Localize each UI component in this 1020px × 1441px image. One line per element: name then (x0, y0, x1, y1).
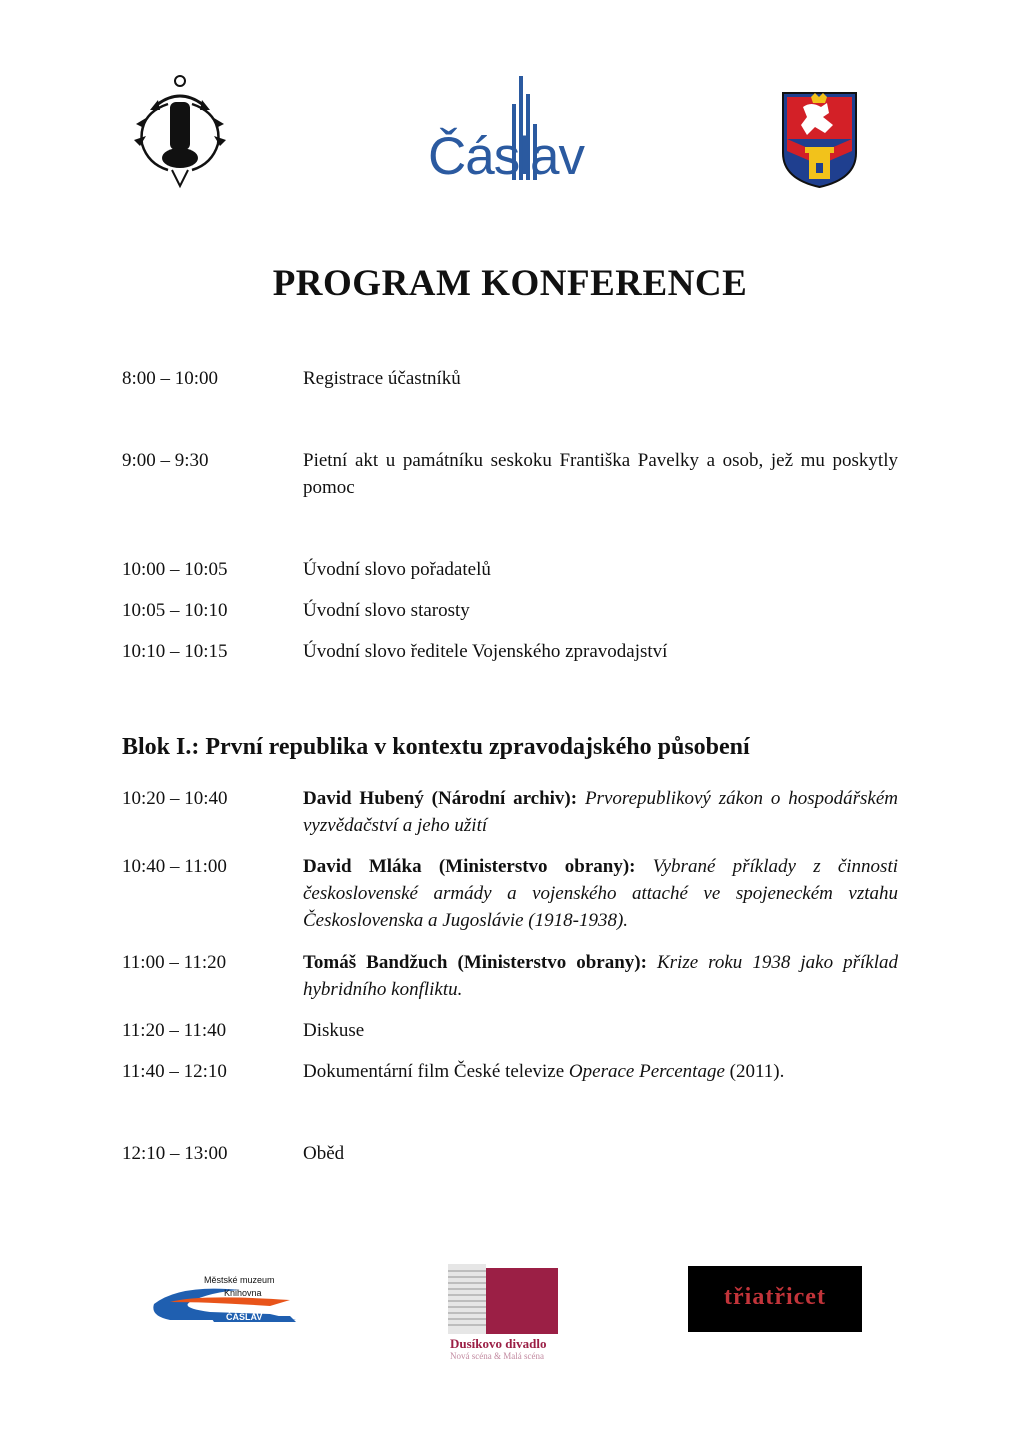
event-description (303, 1058, 898, 1085)
talk-description (303, 853, 898, 934)
event-description: Oběd (303, 1143, 345, 1164)
talk-title: Prvorepublikový zákon o hospodářském vyzvědačství a jeho užití (303, 788, 898, 836)
speaker: David Mláka (Ministerstvo obrany): (303, 856, 636, 877)
time-slot: 10:20 – 10:40 (122, 788, 228, 809)
triatricet-logo (688, 1266, 862, 1332)
divadlo-name: Dusíkovo divadlo (450, 1336, 547, 1351)
film-year: (2011). (724, 1061, 785, 1082)
event-description: Diskuse (303, 1020, 365, 1041)
talk-description (303, 785, 898, 839)
caslav-logo-text: Čáslav (428, 127, 585, 186)
coat-of-arms (781, 91, 858, 189)
film-text: Dokumentární film České televize (303, 1061, 569, 1082)
speaker: Tomáš Bandžuch (Ministerstvo obrany): (303, 952, 647, 973)
divadlo-subtitle: Nová scéna & Malá scéna (450, 1351, 544, 1361)
society-emblem (128, 74, 232, 190)
talk-title: Vybrané příklady z činnosti československé armády a vojenského attaché ve spojeneckém vztahu Československa a Jugoslávie (1918-1938). (303, 856, 899, 931)
event-description: Registrace účastníků (303, 368, 461, 389)
event-description: Pietní akt u památníku seskoku Františka Pavelky a osob, jež mu poskytly pomoc (303, 450, 898, 498)
talk-title: Krize roku 1938 jako příklad hybridního konfliktu. (303, 952, 898, 1000)
time-slot: 10:40 – 11:00 (122, 856, 227, 877)
time-slot: 11:00 – 11:20 (122, 952, 227, 973)
block-heading: Blok I.: První republika v kontextu zpravodajského působení (122, 734, 750, 760)
event-description: Úvodní slovo ředitele Vojenského zpravodajství (303, 641, 668, 662)
caslav-city-logo (426, 74, 596, 184)
time-slot: 11:20 – 11:40 (122, 1020, 227, 1041)
film-title: Operace Percentage (568, 1061, 725, 1082)
time-slot: 11:40 – 12:10 (122, 1061, 227, 1082)
time-slot: 12:10 – 13:00 (122, 1143, 228, 1164)
muzeum-logo (150, 1272, 300, 1328)
time-slot: 10:10 – 10:15 (122, 641, 228, 662)
triatricet-text: třiatřicet (724, 1284, 826, 1310)
speaker: David Hubený (Národní archiv): (303, 788, 578, 809)
knihovna-name: Knihovna (224, 1288, 262, 1298)
event-description: Úvodní slovo pořadatelů (303, 559, 491, 580)
time-slot: 10:00 – 10:05 (122, 559, 228, 580)
divadlo-logo (448, 1264, 560, 1362)
page-title: PROGRAM KONFERENCE (272, 263, 748, 304)
muzeum-name: Městské muzeum (204, 1275, 275, 1285)
time-slot: 10:05 – 10:10 (122, 600, 228, 621)
muzeum-city: ČÁSLAV (226, 1312, 263, 1322)
time-slot: 9:00 – 9:30 (122, 450, 209, 471)
event-description: Úvodní slovo starosty (303, 600, 470, 621)
talk-description (303, 949, 898, 1003)
time-slot: 8:00 – 10:00 (122, 368, 219, 389)
